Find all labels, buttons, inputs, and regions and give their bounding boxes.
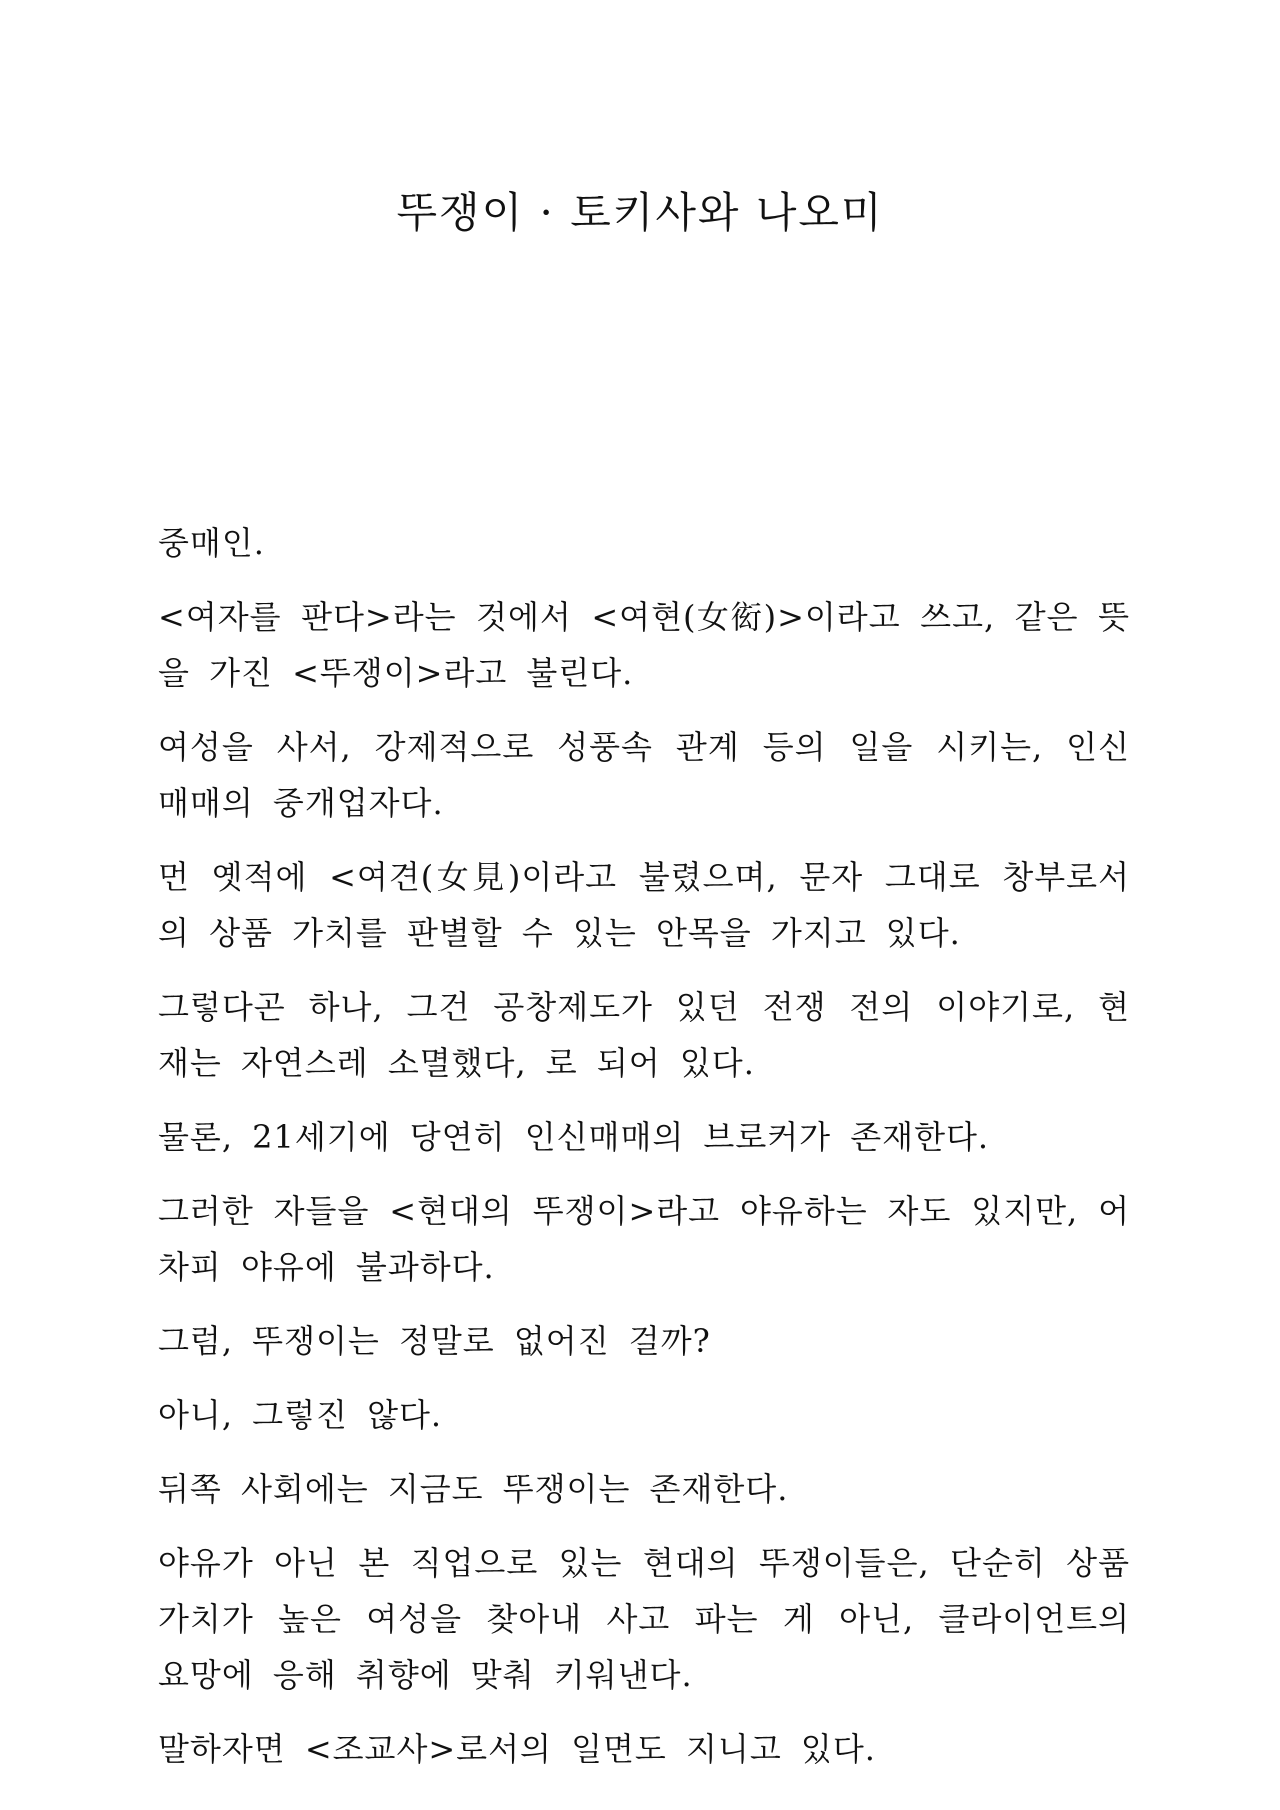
paragraph: 야유가 아닌 본 직업으로 있는 현대의 뚜쟁이들은, 단순히 상품 가치가 높은 여성을 찾아내 사고 파는 게 아닌, 클라이언트의 요망에 응해 취향에 맞춰 키워낸다. bbox=[158, 1544, 1130, 1694]
paragraph: <여자를 판다>라는 것에서 <여현(女衒)>이라고 쓰고, 같은 뜻을 가진 <뚜쟁이>라고 불린다. bbox=[158, 598, 1130, 692]
paragraph: 뒤쪽 사회에는 지금도 뚜쟁이는 존재한다. bbox=[158, 1470, 789, 1508]
paragraph: 물론, 21세기에 당연히 인신매매의 브로커가 존재한다. bbox=[158, 1118, 990, 1156]
paragraph: 아니, 그렇진 않다. bbox=[158, 1396, 443, 1434]
document-body bbox=[158, 515, 1130, 1795]
paragraph: 먼 옛적에 <여견(女見)이라고 불렸으며, 문자 그대로 창부로서의 상품 가치를 판별할 수 있는 안목을 가지고 있다. bbox=[158, 858, 1130, 952]
paragraph: 말하자면 <조교사>로서의 일면도 지니고 있다. bbox=[158, 1730, 876, 1768]
paragraph: 그럼, 뚜쟁이는 정말로 없어진 걸까? bbox=[158, 1322, 711, 1360]
paragraph: 여성을 사서, 강제적으로 성풍속 관계 등의 일을 시키는, 인신매매의 중개업자다. bbox=[158, 728, 1130, 822]
paragraph: 그렇다곤 하나, 그건 공창제도가 있던 전쟁 전의 이야기로, 현재는 자연스레 소멸했다, 로 되어 있다. bbox=[158, 988, 1130, 1082]
document-title: 뚜쟁이 · 토키사와 나오미 bbox=[396, 188, 884, 237]
paragraph: 중매인. bbox=[158, 524, 265, 562]
paragraph: 그러한 자들을 <현대의 뚜쟁이>라고 야유하는 자도 있지만, 어차피 야유에 불과하다. bbox=[158, 1192, 1130, 1286]
